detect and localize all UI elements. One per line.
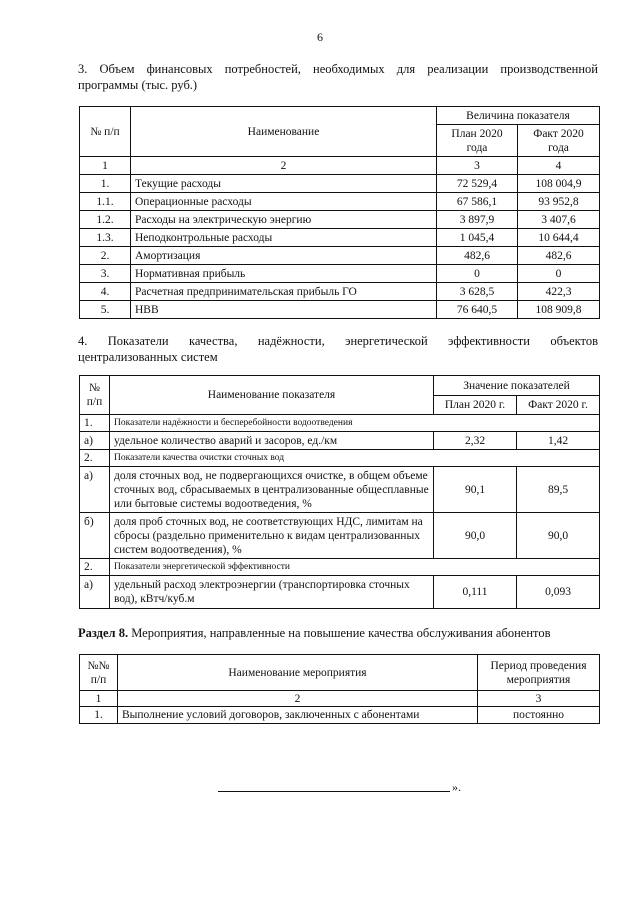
section8-heading xyxy=(78,625,608,641)
row-num: 5. xyxy=(80,301,131,319)
row-name: Неподконтрольные расходы xyxy=(131,229,437,247)
row-fact: 0 xyxy=(518,265,600,283)
row-plan: 3 897,9 xyxy=(437,211,518,229)
row-fact: 90,0 xyxy=(517,513,600,559)
row-fact: 422,3 xyxy=(518,283,600,301)
row-num: а) xyxy=(80,467,110,513)
row-num: 1. xyxy=(80,175,131,193)
row-num: 4. xyxy=(80,283,131,301)
row-plan: 90,1 xyxy=(434,467,517,513)
col-header-num: № п/п xyxy=(80,107,131,157)
row-name: Выполнение условий договоров, заключенных с абонентами xyxy=(118,707,478,724)
table-row xyxy=(80,193,600,211)
section3-heading-line2: программы (тыс. руб.) xyxy=(78,78,198,92)
index-row xyxy=(80,157,600,175)
group-row xyxy=(80,415,600,432)
row-fact: 0,093 xyxy=(517,576,600,609)
row-name: Расходы на электрическую энергию xyxy=(131,211,437,229)
table-row xyxy=(80,301,600,319)
row-name: Текущие расходы xyxy=(131,175,437,193)
group-num: 1. xyxy=(80,415,110,432)
row-plan: 90,0 xyxy=(434,513,517,559)
col-header-group: Величина показателя xyxy=(437,107,600,125)
col-header-plan: План 2020 года xyxy=(437,125,518,157)
section4-heading-line1: 4. Показатели качества, надёжности, энергетической эффективности объектов xyxy=(78,334,598,348)
row-name: удельный расход электроэнергии (транспортировка сточных вод), кВтч/куб.м xyxy=(110,576,434,609)
group-title: Показатели надёжности и бесперебойности водоотведения xyxy=(110,415,600,432)
col-header-plan: План 2020 г. xyxy=(434,396,517,415)
row-plan: 1 045,4 xyxy=(437,229,518,247)
row-fact: 93 952,8 xyxy=(518,193,600,211)
index-cell: 2 xyxy=(118,691,478,707)
col-header-fact: Факт 2020 года xyxy=(518,125,600,157)
row-num: б) xyxy=(80,513,110,559)
table-row xyxy=(80,707,600,724)
col-header-name: Наименование мероприятия xyxy=(118,655,478,691)
row-name: НВВ xyxy=(131,301,437,319)
section4-heading-line2: централизованных систем xyxy=(78,350,218,364)
row-plan: 482,6 xyxy=(437,247,518,265)
index-row xyxy=(80,691,600,707)
row-name: Нормативная прибыль xyxy=(131,265,437,283)
col-header-num: № п/п xyxy=(80,376,110,415)
table-row xyxy=(80,467,600,513)
row-num: 1.3. xyxy=(80,229,131,247)
page-number: 6 xyxy=(317,30,323,44)
table-row xyxy=(80,211,600,229)
group-title: Показатели качества очистки сточных вод xyxy=(110,450,600,467)
table-row xyxy=(80,175,600,193)
row-num: 1. xyxy=(80,707,118,724)
row-num: а) xyxy=(80,576,110,609)
col-header-period: Период проведения мероприятия xyxy=(478,655,600,691)
row-name: Операционные расходы xyxy=(131,193,437,211)
index-cell: 1 xyxy=(80,157,131,175)
quality-indicators-table xyxy=(79,375,600,609)
table-row xyxy=(80,432,600,450)
closing-mark: ». xyxy=(452,780,461,794)
row-fact: 108 004,9 xyxy=(518,175,600,193)
row-plan: 0 xyxy=(437,265,518,283)
group-num: 2. xyxy=(80,450,110,467)
row-fact: 482,6 xyxy=(518,247,600,265)
row-fact: 108 909,8 xyxy=(518,301,600,319)
row-num: 1.2. xyxy=(80,211,131,229)
table-row xyxy=(80,283,600,301)
index-cell: 2 xyxy=(131,157,437,175)
col-header-fact: Факт 2020 г. xyxy=(517,396,600,415)
index-cell: 1 xyxy=(80,691,118,707)
section3-heading-line1: 3. Объем финансовых потребностей, необходимых для реализации производственной xyxy=(78,62,598,76)
row-fact: 10 644,4 xyxy=(518,229,600,247)
col-header-num: №№ п/п xyxy=(80,655,118,691)
row-name: удельное количество аварий и засоров, ед./км xyxy=(110,432,434,450)
row-num: а) xyxy=(80,432,110,450)
table-row xyxy=(80,247,600,265)
row-name: Амортизация xyxy=(131,247,437,265)
row-plan: 67 586,1 xyxy=(437,193,518,211)
row-fact: 3 407,6 xyxy=(518,211,600,229)
group-num: 2. xyxy=(80,559,110,576)
row-plan: 0,111 xyxy=(434,576,517,609)
index-cell: 3 xyxy=(437,157,518,175)
service-measures-table xyxy=(79,654,600,724)
row-num: 2. xyxy=(80,247,131,265)
group-row xyxy=(80,559,600,576)
row-name: доля сточных вод, не подвергающихся очистке, в общем объеме сточных вод, сбрасываемых в централизованные общесплавные или бытовые системы водоотведения, % xyxy=(110,467,434,513)
row-fact: 89,5 xyxy=(517,467,600,513)
index-cell: 4 xyxy=(518,157,600,175)
financial-needs-table xyxy=(79,106,600,319)
table-row xyxy=(80,576,600,609)
row-num: 3. xyxy=(80,265,131,283)
table-row xyxy=(80,513,600,559)
section8-heading-text: Мероприятия, направленные на повышение качества обслуживания абонентов xyxy=(128,626,551,640)
row-num: 1.1. xyxy=(80,193,131,211)
row-period: постоянно xyxy=(478,707,600,724)
row-name: Расчетная предпринимательская прибыль ГО xyxy=(131,283,437,301)
col-header-name: Наименование показателя xyxy=(110,376,434,415)
table-row xyxy=(80,265,600,283)
section8-heading-bold: Раздел 8. xyxy=(78,626,129,640)
row-plan: 76 640,5 xyxy=(437,301,518,319)
row-plan: 2,32 xyxy=(434,432,517,450)
group-title: Показатели энергетической эффективности xyxy=(110,559,600,576)
row-name: доля проб сточных вод, не соответствующих НДС, лимитам на сбросы (раздельно применительно к видам централизованных систем водоотведения), % xyxy=(110,513,434,559)
signature-line xyxy=(218,791,450,792)
group-row xyxy=(80,450,600,467)
col-header-name: Наименование xyxy=(131,107,437,157)
col-header-group: Значение показателей xyxy=(434,376,600,396)
row-fact: 1,42 xyxy=(517,432,600,450)
row-plan: 72 529,4 xyxy=(437,175,518,193)
table-row xyxy=(80,229,600,247)
index-cell: 3 xyxy=(478,691,600,707)
row-plan: 3 628,5 xyxy=(437,283,518,301)
